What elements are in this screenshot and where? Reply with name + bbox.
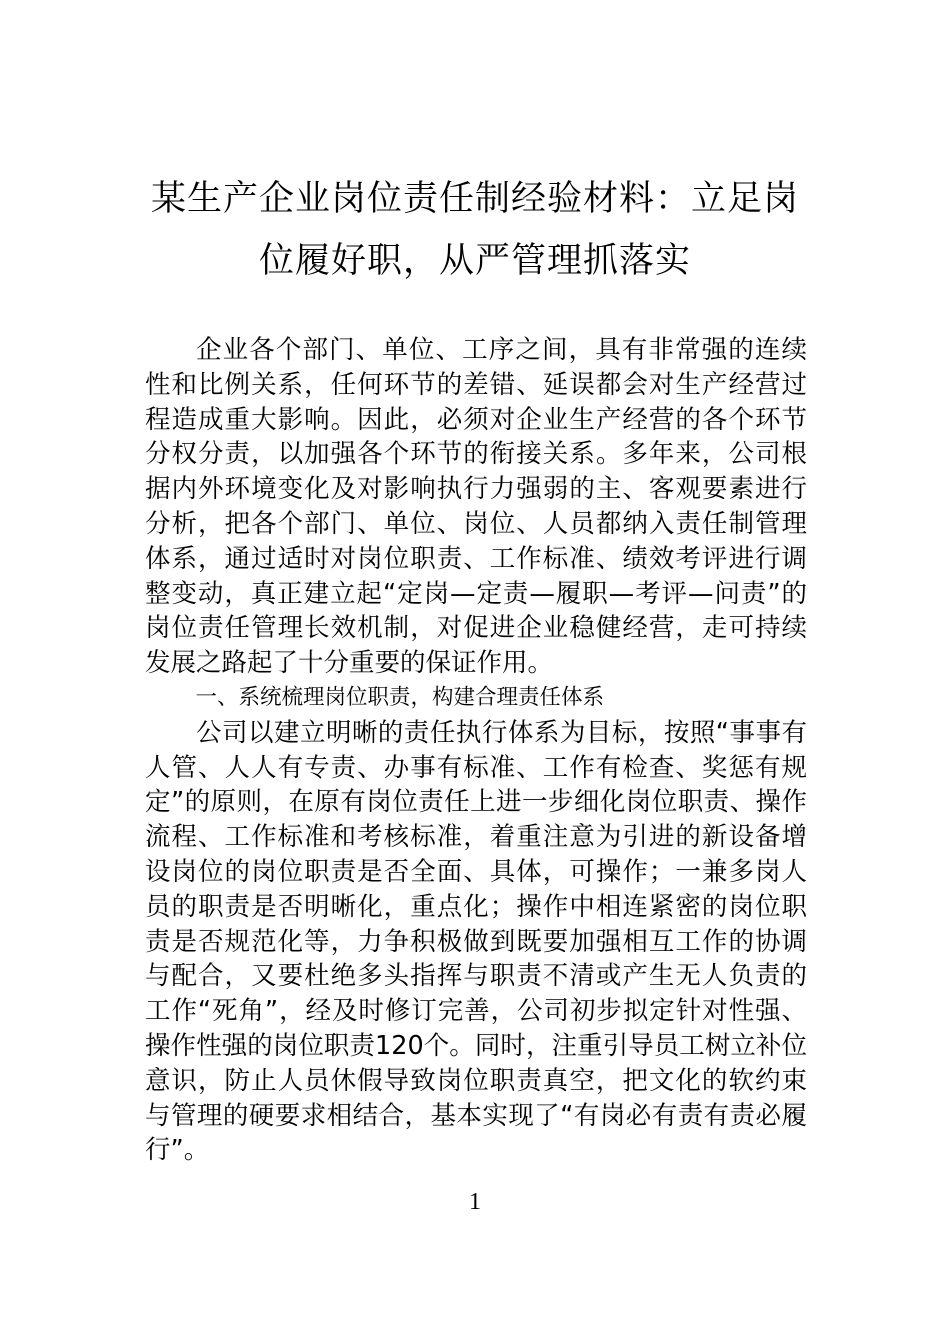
intro-paragraph: 企业各个部门、单位、工序之间，具有非常强的连续性和比例关系，任何环节的差错、延误都会对生产经营过程造成重大影响。因此，必须对企业生产经营的各个环节分权分责，以加强各个环节的衔接关系。多年来，公司根据内外环境变化及对影响执行力强弱的主、客观要素进行分析，把各个部门、单位、岗位、人员都纳入责任制管理体系，通过适时对岗位职责、工作标准、绩效考评进行调整变动，真正建立起“定岗—定责—履职—考评—问责”的岗位责任管理长效机制，对促进企业稳健经营，走可持续发展之路起了十分重要的保证作用。 xyxy=(145,335,807,679)
document-body xyxy=(145,333,807,1168)
section-paragraph: 公司以建立明晰的责任执行体系为目标，按照“事事有人管、人人有专责、办事有标准、工作有检查、奖惩有规定”的原则，在原有岗位责任上进一步细化岗位职责、操作流程、工作标准和考核标准，着重注意为引进的新设备增设岗位的岗位职责是否全面、具体，可操作；一兼多岗人员的职责是否明晰化，重点化；操作中相连紧密的岗位职责是否规范化等，力争积极做到既要加强相互工作的协调与配合，又要杜绝多头指挥与职责不清或产生无人负责的工作“死角”，经及时修订完善，公司初步拟定针对性强、操作性强的岗位职责120个。同时，注重引导员工树立补位意识，防止人员休假导致岗位职责真空，把文化的软约束与管理的硬要求相结合，基本实现了“有岗必有责有责必履行”。 xyxy=(145,717,807,1166)
page-number: 1 xyxy=(469,1189,481,1215)
section-heading: 一、系统梳理岗位职责，构建合理责任体系 xyxy=(195,684,605,710)
document-title: 某生产企业岗位责任制经验材料：立足岗位履好职，从严管理抓落实 xyxy=(150,179,799,281)
